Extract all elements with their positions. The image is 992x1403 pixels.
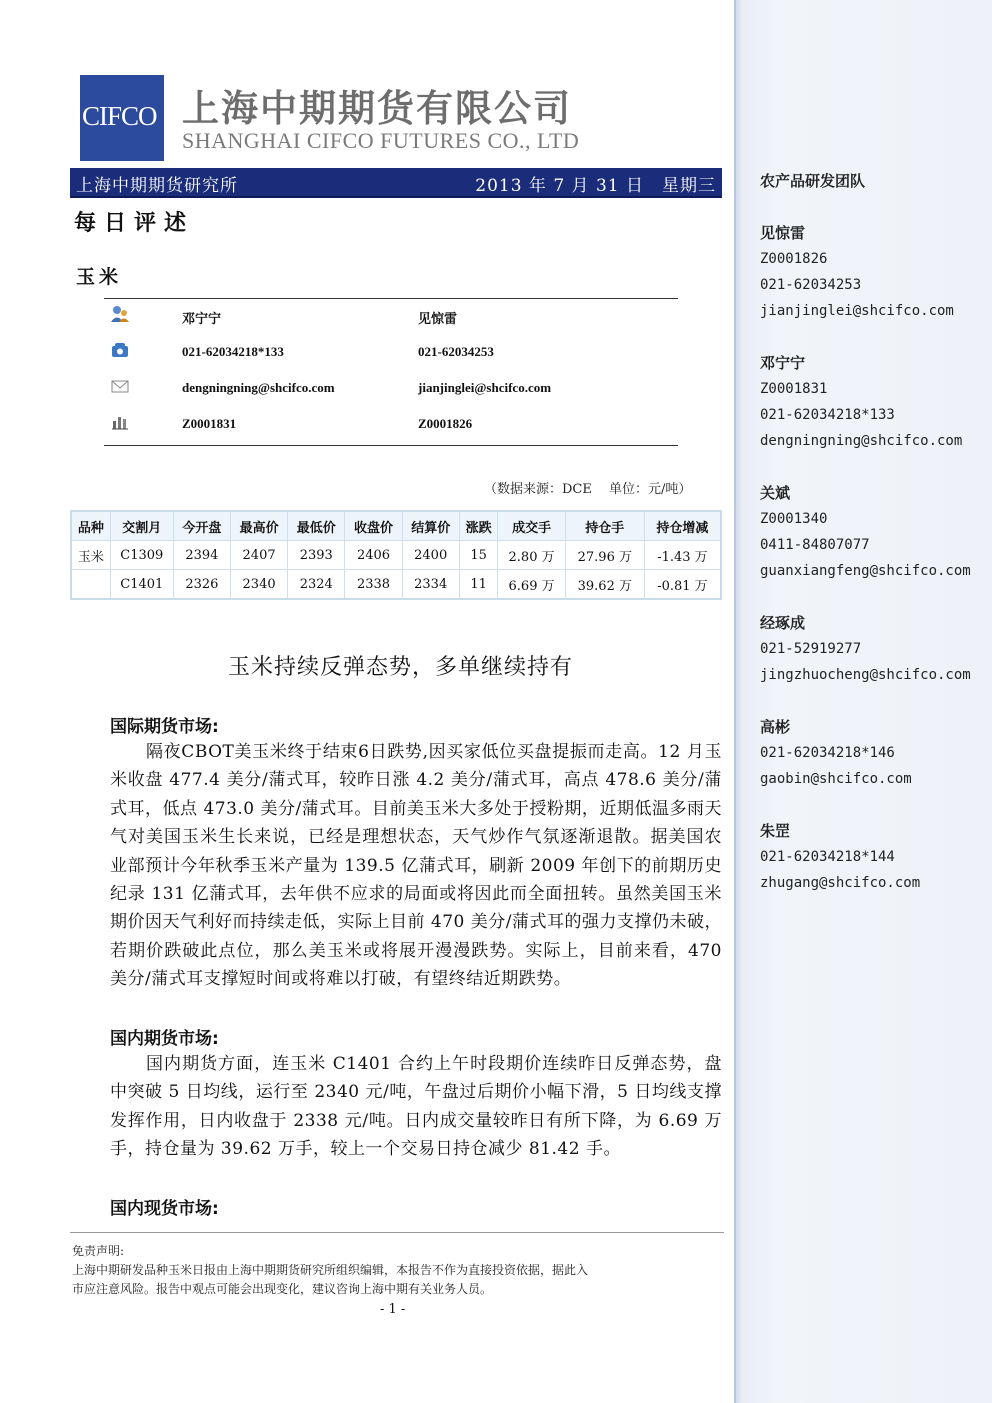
table-cell — [71, 570, 110, 600]
member-phone: 0411-84807077 — [760, 537, 870, 553]
disclaimer-label: 免责声明: — [72, 1244, 125, 1258]
col-header: 交割月 — [110, 511, 173, 541]
data-source-note: （数据来源：DCE 单位：元/吨） — [484, 482, 692, 497]
member-name: 朱罡 — [760, 822, 791, 840]
member-license: Z0001831 — [760, 381, 828, 397]
table-cell: 玉米 — [71, 541, 110, 570]
table-cell: 2324 — [288, 570, 345, 600]
table-cell: 6.69 万 — [498, 570, 565, 600]
col-header: 品种 — [71, 511, 110, 541]
bar-chart-icon — [110, 413, 130, 431]
team-member — [760, 480, 971, 584]
table-cell: 2.80 万 — [498, 541, 565, 570]
article-headline: 玉米持续反弹态势，多单继续持有 — [228, 655, 574, 680]
report-title: 每日评述 — [74, 210, 195, 236]
member-phone: 021-62034253 — [760, 277, 862, 293]
section-heading: 国内现货市场: — [110, 1199, 219, 1219]
table-row — [71, 570, 721, 600]
header-banner — [70, 168, 722, 198]
person-icon — [110, 305, 130, 323]
team-sidebar — [734, 0, 992, 1403]
col-header: 结算价 — [402, 511, 459, 541]
analyst-1-name: 邓宁宁 — [182, 311, 222, 326]
col-header: 最低价 — [288, 511, 345, 541]
analyst-2-phone: 021-62034253 — [418, 344, 494, 359]
section-heading: 国际期货市场: — [110, 717, 219, 737]
analyst-contacts — [104, 298, 678, 446]
table-cell: 2326 — [173, 570, 230, 600]
member-phone: 021-62034218*133 — [760, 407, 895, 423]
analyst-2-name: 见惊雷 — [418, 311, 458, 326]
sidebar-title: 农产品研发团队 — [760, 172, 866, 190]
envelope-icon — [110, 377, 130, 395]
team-member — [760, 220, 954, 324]
section-heading: 国内期货市场: — [110, 1029, 219, 1049]
col-header: 今开盘 — [173, 511, 230, 541]
table-cell: -1.43 万 — [644, 541, 721, 570]
section-body: 国内期货方面，连玉米 C1401 合约上午时段期价连续昨日反弹态势，盘中突破 5 日均线，运行至 2340 元/吨，午盘过后期价小幅下滑，5 日均线支撑发挥作用，日内收盘于 2338 元/吨。日内成交量较昨日有所下降，为 6.69 万手，持仓量为 39.62 万手，较上一个交易日持仓减少 81.42 手。 — [110, 1054, 722, 1160]
table-cell: C1401 — [110, 570, 173, 600]
analyst-1-license: Z0001831 — [182, 416, 237, 431]
col-header: 最高价 — [230, 511, 287, 541]
member-name: 关斌 — [760, 484, 791, 502]
team-member — [760, 350, 962, 454]
member-email[interactable]: gaobin@shcifco.com — [760, 771, 912, 787]
table-cell: 2338 — [345, 570, 402, 600]
member-license: Z0001826 — [760, 251, 828, 267]
analyst-2-email[interactable]: jianjinglei@shcifco.com — [418, 380, 552, 395]
team-member — [760, 610, 971, 688]
member-name: 高彬 — [760, 718, 791, 736]
member-email[interactable]: jingzhuocheng@shcifco.com — [760, 667, 971, 683]
page-number: - 1 - — [380, 1302, 406, 1317]
analyst-1-phone: 021-62034218*133 — [182, 344, 284, 359]
member-phone: 021-62034218*144 — [760, 849, 895, 865]
phone-icon — [110, 341, 130, 359]
company-name-cn: 上海中期期货有限公司 — [182, 87, 572, 130]
member-email[interactable]: zhugang@shcifco.com — [760, 875, 921, 891]
member-phone: 021-52919277 — [760, 641, 862, 657]
table-cell: 2406 — [345, 541, 402, 570]
analyst-1-email[interactable]: dengningning@shcifco.com — [182, 380, 335, 395]
member-license: Z0001340 — [760, 511, 828, 527]
table-cell: -0.81 万 — [644, 570, 721, 600]
table-row — [71, 541, 721, 570]
contact-row-name — [104, 299, 678, 335]
institute-name: 上海中期期货研究所 — [76, 176, 238, 196]
date-text: 2013 年 7 月 31 日 — [475, 176, 644, 196]
analyst-2-license: Z0001826 — [418, 416, 473, 431]
col-header: 持仓增减 — [644, 511, 721, 541]
disclaimer-line-1: 上海中期研发品种玉米日报由上海中期期货研究所组织编辑，本报告不作为直接投资依据，据此入 — [72, 1263, 589, 1277]
contact-row-phone — [104, 335, 678, 371]
table-cell: 39.62 万 — [565, 570, 644, 600]
col-header: 收盘价 — [345, 511, 402, 541]
report-date — [475, 171, 716, 196]
member-email[interactable]: jianjinglei@shcifco.com — [760, 303, 954, 319]
contact-row-email — [104, 371, 678, 407]
member-phone: 021-62034218*146 — [760, 745, 895, 761]
member-name: 经琢成 — [760, 614, 806, 632]
table-cell: 2334 — [402, 570, 459, 600]
company-logo — [80, 75, 164, 161]
table-cell: 2393 — [288, 541, 345, 570]
member-email[interactable]: dengningning@shcifco.com — [760, 433, 963, 449]
footnote-divider — [70, 1232, 724, 1233]
table-cell: 15 — [459, 541, 498, 570]
section-body: 隔夜CBOT美玉米终于结束6日跌势,因买家低位买盘提振而走高。12 月玉米收盘 477.4 美分/蒲式耳，较昨日涨 4.2 美分/蒲式耳，高点 478.6 美分/蒲式耳，低点 473.0 美分/蒲式耳。目前美玉米大多处于授粉期，近期低温多雨天气对美国玉米生长来说，已经是理想状态，天气炒作气氛逐渐退散。据美国农业部预计今年秋季玉米产量为 139.5 亿蒲式耳，刷新 2009 年创下的前期历史纪录 131 亿蒲式耳，去年供不应求的局面或将因此而全面扭转。虽然美国玉米期价因天气利好而持续走低，实际上目前 470 美分/蒲式耳的强力支撑仍未破，若期价跌破此点位，那么美玉米或将展开漫漫跌势。实际上，目前来看，470 美分/蒲式耳支撑短时间或将难以打破，有望终结近期跌势。 — [110, 742, 722, 990]
quote-table — [70, 510, 722, 600]
member-email[interactable]: guanxiangfeng@shcifco.com — [760, 563, 971, 579]
commodity-title: 玉米 — [76, 266, 123, 288]
table-cell: C1309 — [110, 541, 173, 570]
contact-row-license — [104, 407, 678, 443]
team-member — [760, 818, 920, 896]
col-header: 成交手 — [498, 511, 565, 541]
table-cell: 2394 — [173, 541, 230, 570]
table-cell: 2407 — [230, 541, 287, 570]
team-member — [760, 714, 912, 792]
disclaimer-line-2: 市应注意风险。报告中观点可能会出现变化，建议咨询上海中期有关业务人员。 — [72, 1282, 493, 1296]
table-cell: 2340 — [230, 570, 287, 600]
table-cell: 27.96 万 — [565, 541, 644, 570]
table-cell: 2400 — [402, 541, 459, 570]
company-name-en: SHANGHAI CIFCO FUTURES CO., LTD — [182, 128, 580, 153]
table-cell: 11 — [459, 570, 498, 600]
table-header-row — [71, 511, 721, 541]
weekday-text: 星期三 — [662, 176, 716, 196]
member-name: 邓宁宁 — [760, 354, 806, 372]
col-header: 涨跌 — [459, 511, 498, 541]
member-name: 见惊雷 — [760, 224, 806, 242]
col-header: 持仓手 — [565, 511, 644, 541]
logo-mark: CIFCO — [82, 101, 157, 131]
